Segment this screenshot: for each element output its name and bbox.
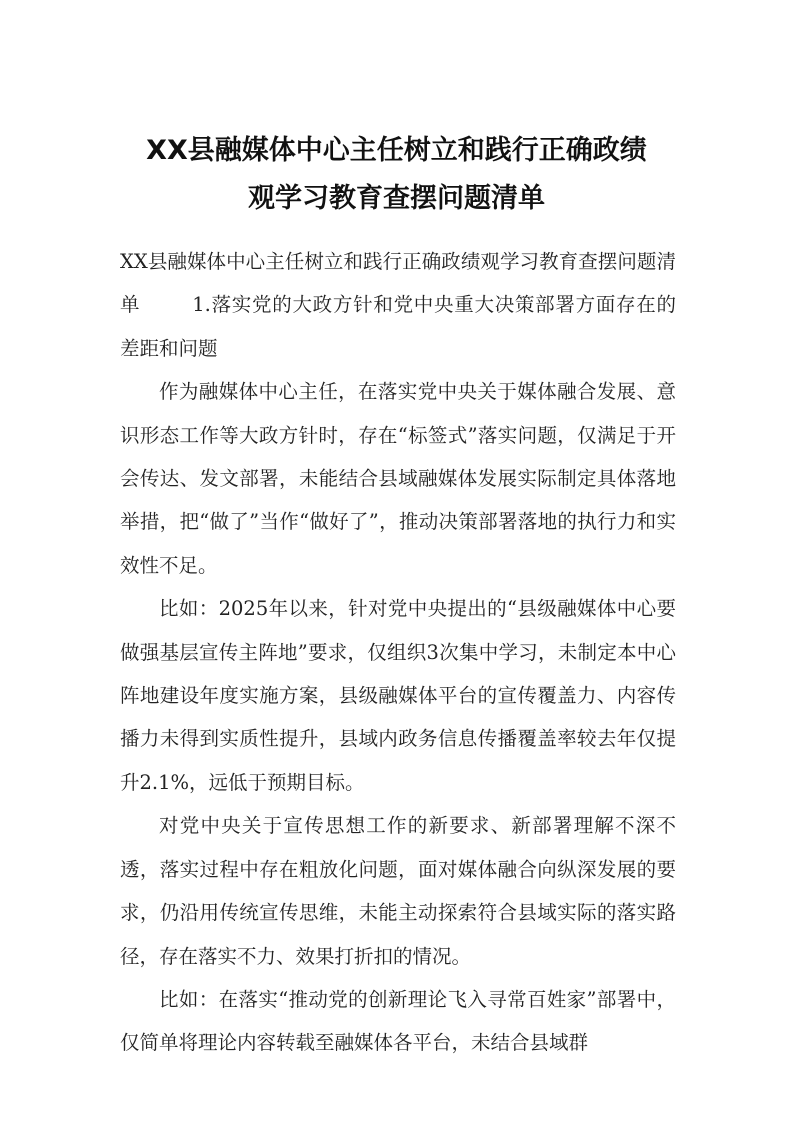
body-paragraph: 对党中央关于宣传思想工作的新要求、新部署理解不深不透，落实过程中存在粗放化问题，面对媒体融合向纵深发展的要求，仍沿用传统宣传思维，未能主动探索符合县域实际的落实路径，存在落实不力、效果打折扣的情况。 (120, 814, 676, 968)
section-heading: 1.落实党的大政方针和党中央重大决策部署方面存在的差距和问题 (120, 293, 676, 360)
document-body (120, 240, 676, 1065)
document-title-line-2: 观学习教育查摆问题清单 (248, 183, 545, 214)
body-paragraph: 作为融媒体中心主任，在落实党中央关于媒体融合发展、意识形态工作等大政方针时，存在“标签式”落实问题，仅满足于开会传达、发文部署，未能结合县域融媒体发展实际制定具体落地举措，把“做了”当作“做好了”，推动决策部署落地的执行力和实效性不足。 (120, 380, 676, 577)
intro-text: XX县融媒体中心主任树立和践行正确政绩观学习教育查摆问题清单 (120, 250, 676, 317)
body-paragraph: 比如：在落实“推动党的创新理论飞入寻常百姓家”部署中，仅简单将理论内容转载至融媒体各平台，未结合县域群 (120, 987, 676, 1055)
intro-paragraph (120, 240, 676, 370)
document-title-line-1: XX县融媒体中心主任树立和践行正确政绩 (146, 135, 647, 166)
body-paragraph: 比如：2025年以来，针对党中央提出的“县级融媒体中心要做强基层宣传主阵地”要求，仅组织3次集中学习，未制定本中心阵地建设年度实施方案，县级融媒体平台的宣传覆盖力、内容传播力未得到实质性提升，县域内政务信息传播覆盖率较去年仅提升2.1%，远低于预期目标。 (120, 597, 676, 794)
